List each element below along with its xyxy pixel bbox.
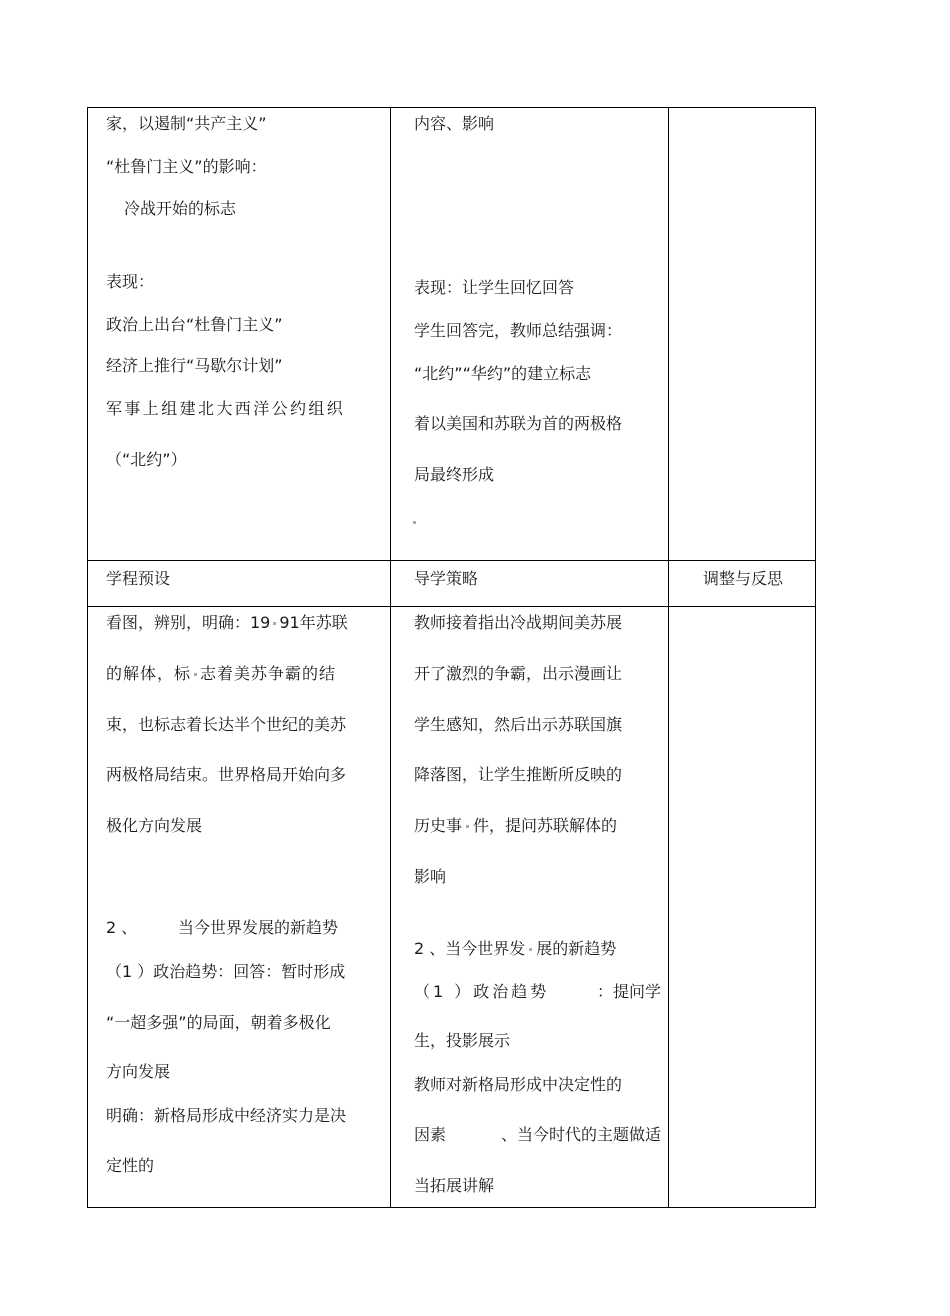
text-segment: 历史事 [414, 816, 463, 835]
stray-mark [413, 521, 416, 524]
text-line [414, 816, 617, 836]
text-line [414, 982, 661, 1002]
stray-mark [466, 825, 469, 828]
text-line: “北约”“华约”的建立标志 [414, 364, 592, 383]
text-line: 教师接着指出冷战期间美苏展 [414, 613, 623, 632]
table-row [88, 607, 816, 1208]
text-line: 家，以遏制“共产主义” [106, 114, 267, 133]
text-segment: 91年苏联 [279, 613, 348, 632]
stray-mark [273, 622, 276, 625]
text-line: 影响 [414, 867, 447, 886]
text-line: 当今世界发展的新趋势 [178, 918, 339, 937]
text-line [106, 613, 348, 633]
table-header-row [88, 561, 816, 607]
stray-mark [194, 673, 197, 676]
text-line: 定性的 [106, 1156, 155, 1175]
text-line: （“北约”） [106, 450, 187, 469]
column-header: 导学策略 [414, 569, 479, 588]
stray-mark [529, 948, 532, 951]
text-segment: 志着美苏争霸的结 [200, 664, 337, 683]
text-line: 束，也标志着长达半个世纪的美苏 [106, 715, 347, 734]
text-line [414, 939, 616, 959]
text-line: 降落图，让学生推断所反映的 [414, 765, 623, 784]
text-line: “杜鲁门主义”的影响： [106, 157, 267, 176]
table-row [88, 108, 816, 561]
text-line: 军事上组建北大西洋公约组织 [106, 399, 346, 418]
text-line: 政治上出台“杜鲁门主义” [106, 315, 283, 334]
text-line: （1 ）政治趋势：回答：暂时形成 [106, 962, 346, 981]
text-segment: 因素 [414, 1125, 447, 1144]
text-line [106, 664, 336, 684]
text-segment: 件，提问苏联解体的 [473, 816, 618, 835]
text-line: “一超多强”的局面，朝着多极化 [106, 1013, 331, 1032]
row3-right-cell [669, 607, 816, 1208]
text-line: 方向发展 [106, 1062, 171, 1081]
text-line: 开了激烈的争霸，出示漫画让 [414, 664, 623, 683]
text-line: 表现： [106, 272, 155, 291]
text-line: 学生回答完，教师总结强调： [414, 321, 623, 340]
text-line: 当拓展讲解 [414, 1176, 495, 1195]
text-line: 两极格局结束。世界格局开始向多 [106, 765, 347, 784]
text-segment: 的解体，标 [106, 664, 192, 683]
text-line: 学生感知，然后出示苏联国旗 [414, 715, 623, 734]
text-line: 内容、影响 [414, 114, 495, 133]
row3-middle-cell [391, 607, 669, 1208]
text-segment: ：提问学 [596, 982, 661, 1001]
column-header: 学程预设 [106, 569, 171, 588]
text-line: 局最终形成 [414, 465, 495, 484]
header-cell-reflection [669, 561, 816, 607]
row1-middle-cell [391, 108, 669, 561]
header-cell-strategy [391, 561, 669, 607]
text-line: 教师对新格局形成中决定性的 [414, 1075, 623, 1094]
text-line: 极化方向发展 [106, 816, 203, 835]
text-line: 经济上推行“马歇尔计划” [106, 356, 283, 375]
text-segment: 展的新趋势 [536, 939, 617, 958]
header-cell-preset [88, 561, 391, 607]
row3-left-cell [88, 607, 391, 1208]
row1-right-cell [669, 108, 816, 561]
text-line: 2 、 [106, 918, 138, 937]
text-segment: 看图，辨别，明确：19 [106, 613, 271, 632]
text-line [414, 1125, 661, 1145]
row1-left-cell [88, 108, 391, 561]
column-header: 调整与反思 [703, 569, 784, 588]
text-segment: 、当今时代的主题做适 [500, 1125, 661, 1144]
text-line: 生，投影展示 [414, 1031, 511, 1050]
text-segment: 2 、当今世界发 [414, 939, 526, 958]
text-line: 明确：新格局形成中经济实力是决 [106, 1106, 347, 1125]
text-segment: （1 ）政治趋势 [414, 982, 550, 1001]
lesson-plan-table [87, 107, 816, 1208]
text-line: 表现：让学生回忆回答 [414, 278, 575, 297]
text-line: 冷战开始的标志 [124, 199, 237, 218]
text-line: 着以美国和苏联为首的两极格 [414, 414, 623, 433]
